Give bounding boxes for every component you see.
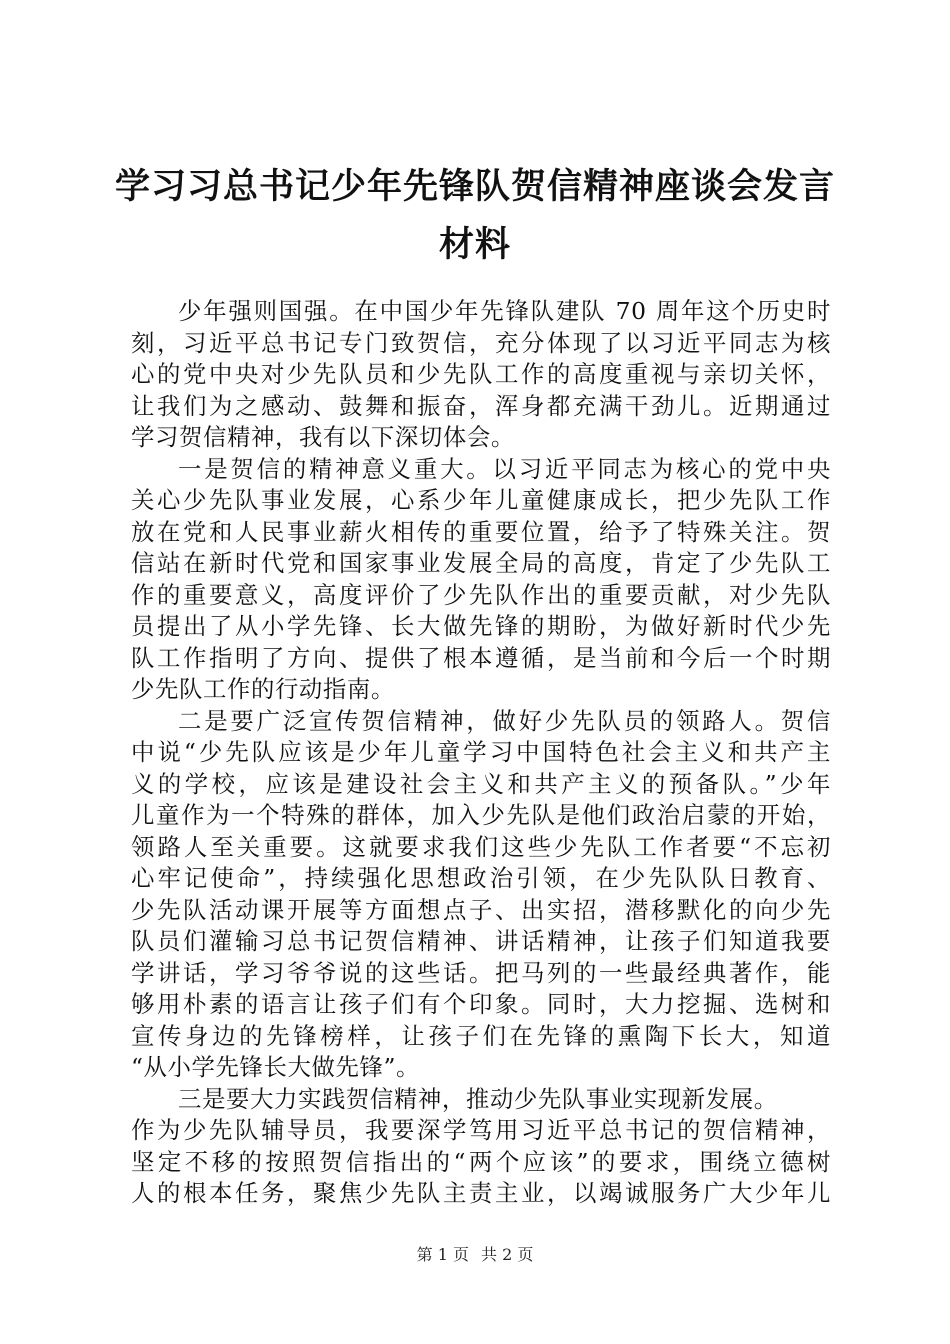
paragraph-1-line: 让我们为之感动、鼓舞和振奋，浑身都充满干劲儿。近期通过 <box>131 391 831 420</box>
paragraph-2-line: 少先队工作的行动指南。 <box>131 675 395 703</box>
paragraph-3-line: 够用朴素的语言让孩子们有个印象。同时，大力挖掘、选树和 <box>131 990 831 1018</box>
title-line-1: 学习习总书记少年先锋队贺信精神座谈会发言 <box>114 166 835 207</box>
paragraph-3-line: 宣传身边的先锋榜样，让孩子们在先锋的熏陶下长大，知道 <box>131 1021 831 1050</box>
paragraph-4-line: 坚定不移的按照贺信指出的“两个应该”的要求，围绕立德树 <box>131 1147 831 1176</box>
paragraph-2-line: 放在党和人民事业薪火相传的重要位置，给予了特殊关注。贺 <box>131 517 831 546</box>
paragraph-3-line: 队员们灌输习总书记贺信精神、讲话精神，让孩子们知道我要 <box>131 927 831 955</box>
page-number: 第 1 页 <box>416 1245 469 1264</box>
paragraph-4-line: 作为少先队辅导员，我要深学笃用习近平总书记的贺信精神， <box>131 1116 831 1144</box>
paragraph-3-line: “从小学先锋长大做先锋”。 <box>131 1053 421 1081</box>
paragraph-3-line: 二是要广泛宣传贺信精神，做好少先队员的领路人。贺信 <box>178 706 831 735</box>
paragraph-2-line: 员提出了从小学先锋、长大做先锋的期盼，为做好新时代少先 <box>131 612 831 640</box>
paragraph-1-line: 刻，习近平总书记专门致贺信，充分体现了以习近平同志为核 <box>131 328 831 357</box>
paragraph-3-line: 中说“少先队应该是少年儿童学习中国特色社会主义和共产主 <box>131 738 831 766</box>
paragraph-3-line: 义的学校，应该是建设社会主义和共产主义的预备队。”少年 <box>131 769 831 798</box>
paragraph-2-line: 关心少先队事业发展，心系少年儿童健康成长，把少先队工作 <box>131 486 831 514</box>
paragraph-4-line: 三是要大力实践贺信精神，推动少先队事业实现新发展。 <box>178 1084 778 1113</box>
paragraph-2-line: 队工作指明了方向、提供了根本遵循，是当前和今后一个时期 <box>131 643 831 672</box>
paragraph-2-line: 信站在新时代党和国家事业发展全局的高度，肯定了少先队工 <box>131 549 831 577</box>
page-footer <box>0 1244 950 1266</box>
paragraph-1-line: 学习贺信精神，我有以下深切体会。 <box>131 423 515 451</box>
paragraph-2-line: 一是贺信的精神意义重大。以习近平同志为核心的党中央 <box>178 454 831 483</box>
document-title <box>110 158 840 274</box>
title-line-2: 材料 <box>438 224 511 265</box>
paragraph-3-line: 学讲话，学习爷爷说的这些话。把马列的一些最经典著作，能 <box>131 958 831 987</box>
page-total: 共 2 页 <box>481 1245 534 1264</box>
paragraph-3-line: 心牢记使命”，持续强化思想政治引领，在少先队队日教育、 <box>131 864 831 892</box>
paragraph-2-line: 作的重要意义，高度评价了少先队作出的重要贡献，对少先队 <box>131 580 831 609</box>
paragraph-3-line: 儿童作为一个特殊的群体，加入少先队是他们政治启蒙的开始， <box>131 801 831 829</box>
paragraph-4-line: 人的根本任务，聚焦少先队主责主业，以竭诚服务广大少年儿 <box>131 1179 831 1207</box>
paragraph-3-line: 领路人至关重要。这就要求我们这些少先队工作者要“不忘初 <box>131 832 831 861</box>
paragraph-3-line: 少先队活动课开展等方面想点子、出实招，潜移默化的向少先 <box>131 895 831 924</box>
paragraph-1-line: 心的党中央对少先队员和少先队工作的高度重视与亲切关怀， <box>131 360 831 388</box>
paragraph-1-line: 少年强则国强。在中国少年先锋队建队 70 周年这个历史时 <box>178 297 831 325</box>
document-body <box>131 296 831 1210</box>
